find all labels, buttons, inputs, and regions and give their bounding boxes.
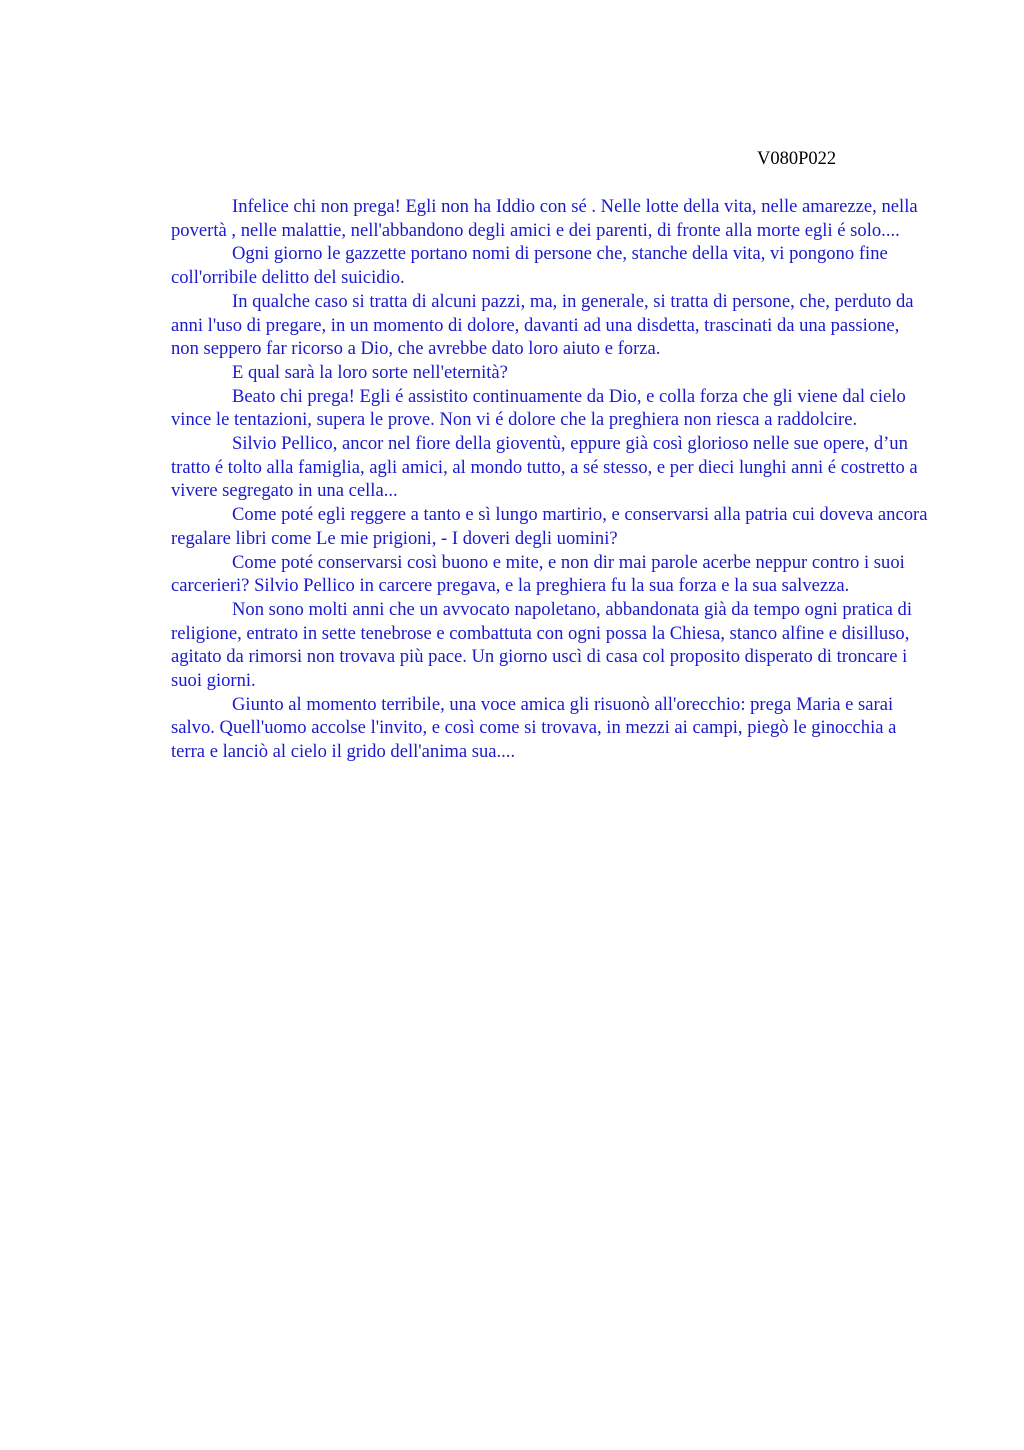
- page-code: V080P022: [757, 149, 837, 169]
- paragraph: Ogni giorno le gazzette portano nomi di persone che, stanche della vita, vi pongono fine coll'orribile delitto del suicidio.: [171, 243, 888, 289]
- paragraph: Come poté egli reggere a tanto e sì lungo martirio, e conservarsi alla patria cui doveva ancora regalare libri come Le mie prigioni, - I doveri degli uomini?: [171, 504, 928, 549]
- paragraph: In qualche caso si tratta di alcuni pazzi, ma, in generale, si tratta di persone, che, perduto da anni l'uso di pregare, in un momento di dolore, davanti ad una disdetta, trascinati da una passione, non seppero far ricorso a Dio, che avrebbe dato loro aiuto e forza.: [171, 290, 914, 360]
- paragraph: Come poté conservarsi così buono e mite, e non dir mai parole acerbe neppur contro i suoi carcerieri? Silvio Pellico in carcere pregava, e la preghiera fu la sua forza e la sua salvezza.: [171, 551, 905, 597]
- paragraph: Infelice chi non prega! Egli non ha Iddio con sé . Nelle lotte della vita, nelle amarezze, nella povertà , nelle malattie, nell'abbandono degli amici e dei parenti, di fronte alla morte egli é solo....: [171, 196, 918, 241]
- document-body: [171, 195, 931, 764]
- paragraph: E qual sarà la loro sorte nell'eternità?: [232, 361, 508, 383]
- paragraph: Non sono molti anni che un avvocato napoletano, abbandonata già da tempo ogni pratica di religione, entrato in sette tenebrose e combattuta con ogni possa la Chiesa, stanco alfine e disilluso, agitato da rimorsi non trovava più pace. Un giorno uscì di casa col proposito disperato di troncare i suoi giorni.: [171, 598, 913, 692]
- paragraph: Silvio Pellico, ancor nel fiore della gioventù, eppure già così glorioso nelle sue opere, d’un tratto é tolto alla famiglia, agli amici, al mondo tutto, a sé stesso, e per dieci lunghi anni é costretto a vivere segregato in una cella...: [171, 433, 918, 502]
- paragraph: Giunto al momento terribile, una voce amica gli risuonò all'orecchio: prega Maria e sarai salvo. Quell'uomo accolse l'invito, e così come si trovava, in mezzi ai campi, piegò le ginocchia a terra e lanciò al cielo il grido dell'anima sua....: [171, 693, 897, 763]
- paragraph: Beato chi prega! Egli é assistito continuamente da Dio, e colla forza che gli viene dal cielo vince le tentazioni, supera le prove. Non vi é dolore che la preghiera non riesca a raddolcire.: [171, 385, 906, 431]
